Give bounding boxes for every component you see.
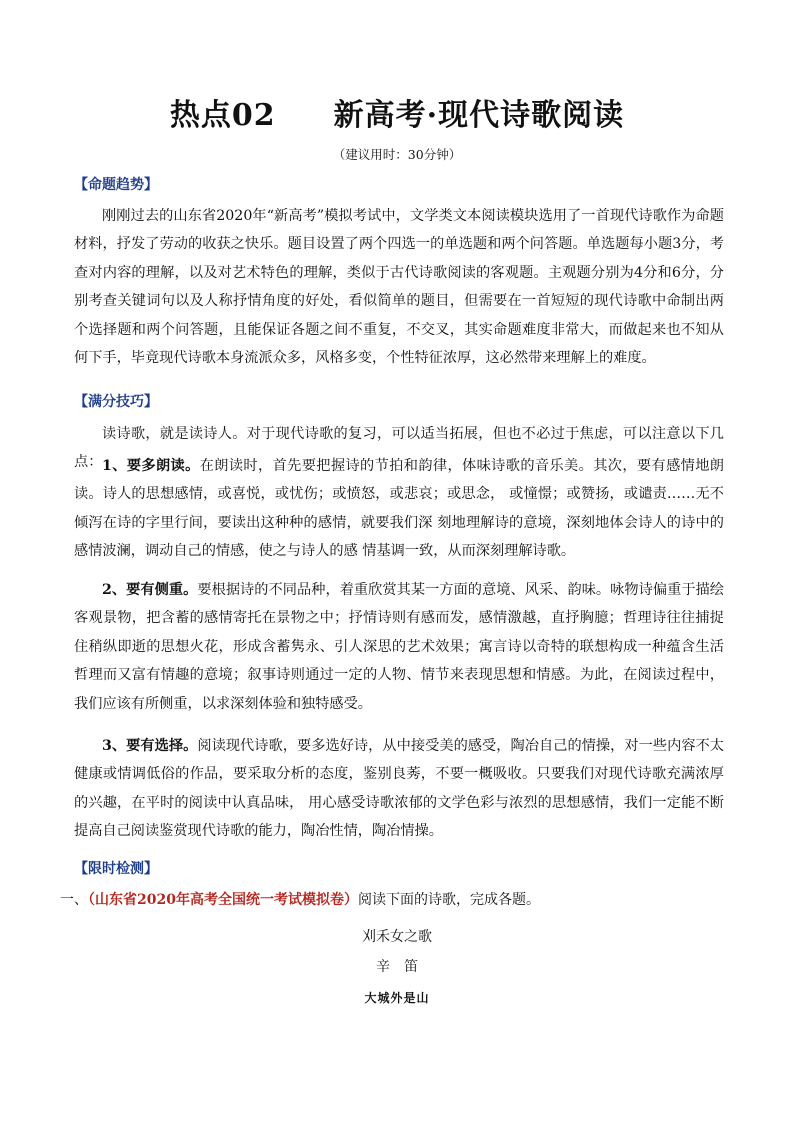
question-text: 阅读下面的诗歌，完成各题。: [357, 892, 540, 908]
question-instruction: [60, 889, 540, 911]
tip-point-1: [74, 452, 724, 566]
tip-point-1-lead: 1、要多朗读。: [102, 458, 200, 474]
tip-point-3-lead: 3、要有选择。: [102, 738, 198, 754]
section-heading-tips: 【满分技巧】: [74, 394, 158, 410]
question-number: 一、: [60, 892, 88, 908]
tip-point-1-text: 在朗读时，首先要把握诗的节拍和韵律，体味诗歌的音乐美。其次，要有感情地朗读。诗人的思想感情，或喜悦，或忧伤；或愤怒，或悲哀；或思念， 或憧憬；或赞扬，或谴责……无不倾泻在诗的字里行间，要读出这种种的感情，就要我们深 刻地理解诗的意境，深刻地体会诗人的诗中的感情波澜，调动自己的情感，使之与诗人的感 情基调一致，从而深刻理解诗歌。: [74, 458, 724, 560]
poem-author: 辛笛: [376, 959, 432, 975]
tip-point-3: [74, 732, 724, 846]
title-topic-number: 热点02: [169, 98, 276, 133]
tips-intro: 读诗歌，就是读诗人。对于现代诗歌的复习，可以适当拓展，但也不必过于焦虑，可以注意以下几点：: [74, 426, 724, 471]
page-title: [0, 96, 794, 136]
section-heading-test: 【限时检测】: [74, 861, 158, 877]
suggested-time: （建议用时：30分钟）: [332, 147, 462, 162]
tip-point-2: [74, 576, 724, 718]
poem-first-line: 大城外是山: [364, 991, 430, 1005]
question-source: （山东省2020年高考全国统一考试模拟卷）: [88, 892, 358, 908]
title-topic-name: 新高考·现代诗歌阅读: [333, 98, 625, 133]
tip-point-2-text: 要根据诗的不同品种，着重欣赏其某一方面的意境、风采、韵味。咏物诗偏重于描绘客观景物，把含蓄的感情寄托在景物之中；抒情诗则有感而发，感情激越，直抒胸臆；哲理诗往往捕捉住稍纵即逝的思想火花，形成含蓄隽永、引人深思的艺术效果；寓言诗以奇特的联想构成一种蕴含生活哲理而又富有情趣的意境；叙事诗则通过一定的人物、情节来表现思想和情感。为此，在阅读过程中，我们应该有所侧重，以求深刻体验和独特感受。: [74, 582, 724, 712]
section-heading-trend: 【命题趋势】: [74, 177, 158, 193]
trend-paragraph: 刚刚过去的山东省2020年“新高考”模拟考试中，文学类文本阅读模块选用了一首现代诗歌作为命题材料，抒发了劳动的收获之快乐。题目设置了两个四选一的单选题和两个问答题。单选题每小题3分，考查对内容的理解，以及对艺术特色的理解，类似于古代诗歌阅读的客观题。主观题分别为4分和6分，分别考查关键词句以及人称抒情角度的好处，看似简单的题目，但需要在一首短短的现代诗歌中命制出两个选择题和两个问答题，且能保证各题之间不重复，不交叉，其实命题难度非常大，而做起来也不知从何下手，毕竟现代诗歌本身流派众多，风格多变，个性特征浓厚，这必然带来理解上的难度。: [74, 208, 724, 367]
poem-title: 刈禾女之歌: [362, 929, 432, 945]
tip-point-3-text: 阅读现代诗歌，要多选好诗，从中接受美的感受，陶冶自己的情操，对一些内容不太健康或情调低俗的作品，要采取分析的态度，鉴别良莠，不要一概吸收。只要我们对现代诗歌充满浓厚的兴趣，在平时的阅读中认真品味， 用心感受诗歌浓郁的文学色彩与浓烈的思想感情，我们一定能不断提高自己阅读鉴赏现代诗歌的能力，陶冶性情，陶冶情操。: [74, 738, 724, 840]
tip-point-2-lead: 2、要有侧重。: [102, 582, 198, 598]
